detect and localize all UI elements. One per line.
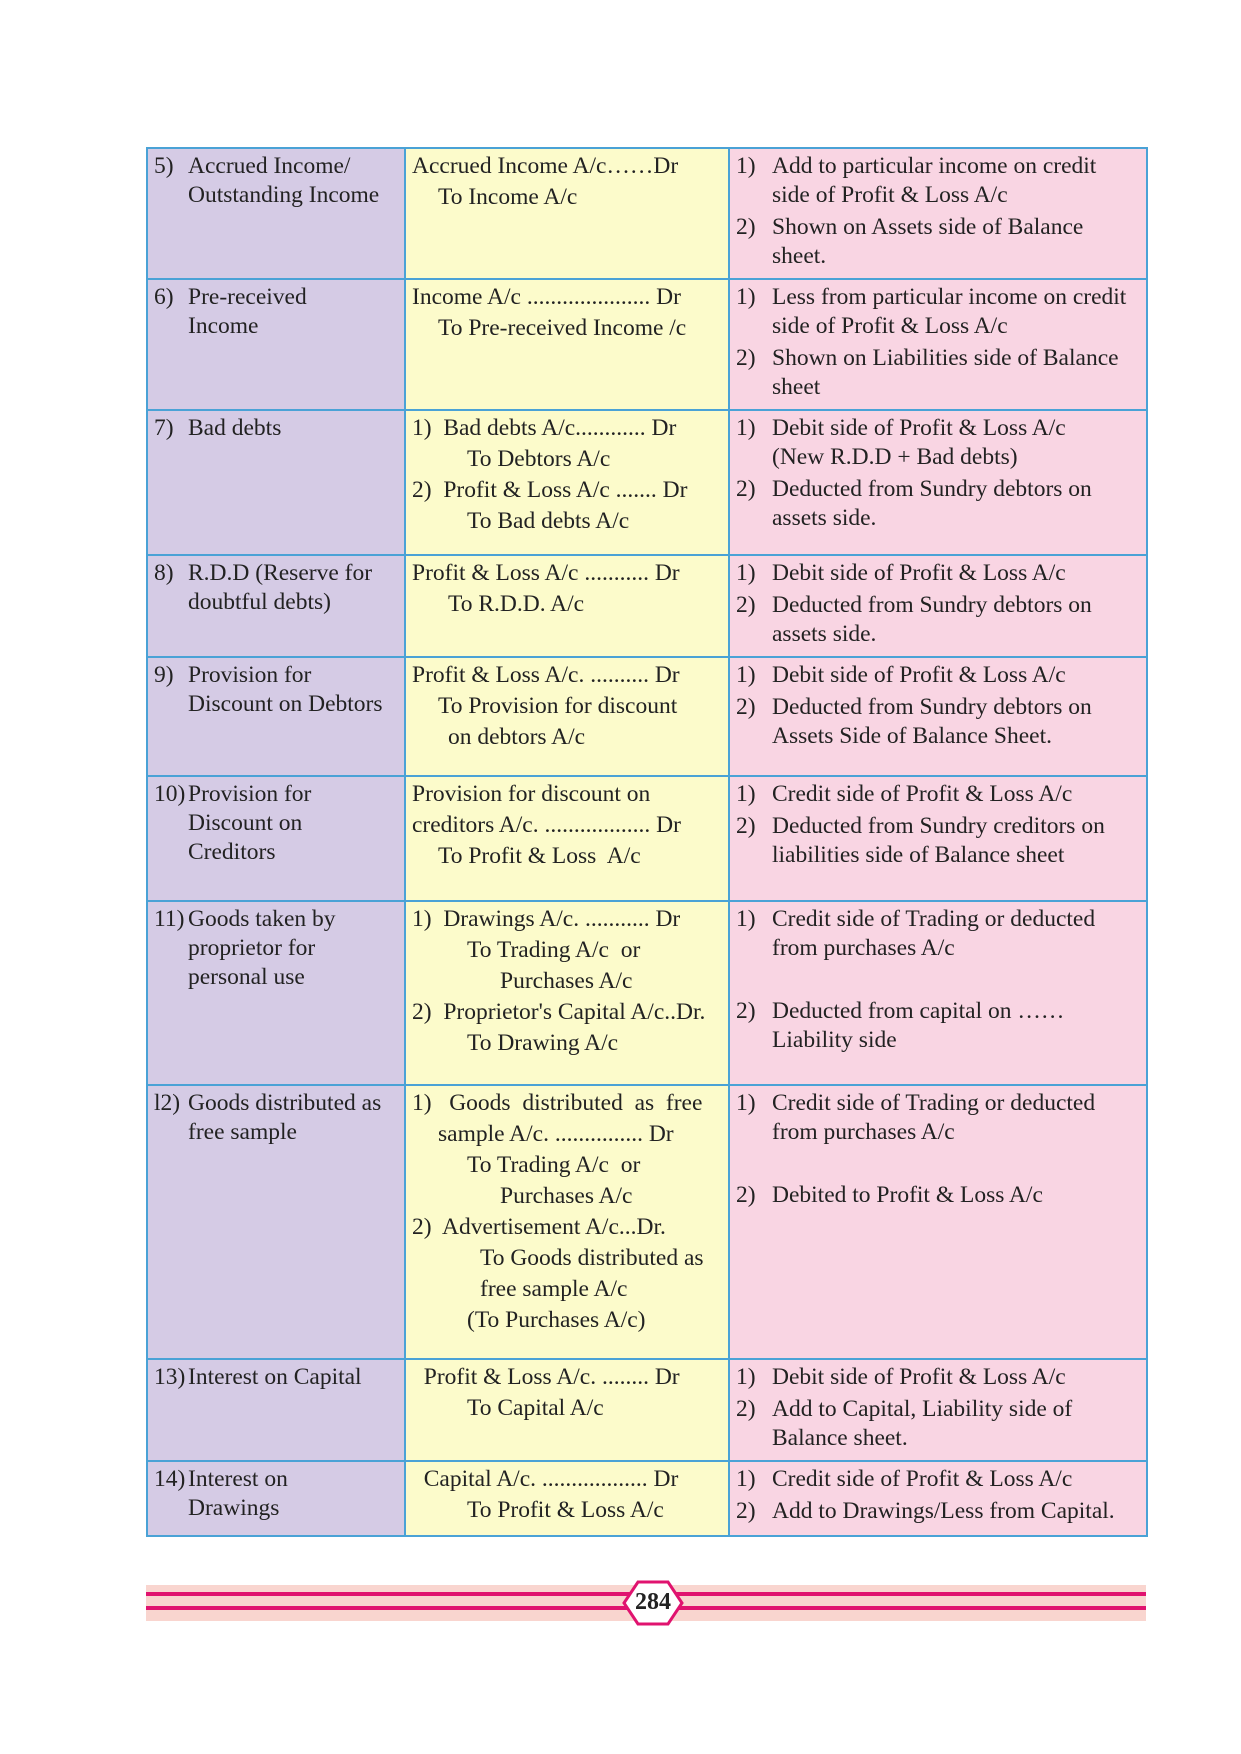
adjustment-item-cell [147,410,405,555]
treatment-number: 1) [736,662,756,688]
treatment-number: 2) [736,214,756,240]
treatment-number: 1) [736,1090,756,1116]
journal-entry-line: Profit & Loss A/c ........... Dr [412,560,680,586]
item-label: Interest on Capital [188,1364,362,1390]
journal-entry-line: To R.D.D. A/c [448,591,585,617]
journal-entry-cell [405,1085,729,1359]
treatment-text: Deducted from Sundry debtors on assets side. [772,476,1092,531]
journal-entry-line: To Trading A/c or [467,1152,641,1178]
treatment-item [736,1181,1140,1210]
treatment-item [736,559,1140,588]
treatment-item [736,693,1140,751]
item-label: Bad debts [188,415,282,441]
item-label: Interest on Drawings [188,1466,288,1521]
treatment-item [736,905,1140,963]
journal-entry-line: (To Purchases A/c) [467,1307,646,1333]
treatment-text: Deducted from capital on …… Liability side [772,998,1065,1053]
journal-entry-line: Provision for discount on [412,781,651,807]
journal-entry-line: 2) Profit & Loss A/c ....... Dr [412,477,688,503]
treatment-item [736,283,1140,341]
adjustment-item [154,1089,398,1147]
treatment-number: 2) [736,1396,756,1422]
adjustment-item [154,152,398,210]
treatment-text: Credit side of Profit & Loss A/c [772,1466,1073,1492]
item-number: 8) [154,560,174,586]
journal-entry-line: To Trading A/c or [467,937,641,963]
table-row [147,776,1147,901]
treatment-text: Debit side of Profit & Loss A/c [772,1364,1066,1390]
adjustment-item-cell [147,1461,405,1536]
treatment-number: 1) [736,1364,756,1390]
treatment-number: 1) [736,781,756,807]
treatment-item [736,1465,1140,1494]
treatment-cell [729,1461,1147,1536]
adjustment-item [154,559,398,617]
item-number: 10) [154,781,186,807]
journal-entry-cell [405,148,729,279]
adjustment-item-cell [147,1359,405,1461]
table-row [147,148,1147,279]
journal-entry-cell [405,1461,729,1536]
journal-entry-cell [405,555,729,657]
treatment-number: 1) [736,560,756,586]
treatment-number: 2) [736,694,756,720]
journal-entry-line: To Provision for discount [438,693,678,719]
journal-entry-line: To Profit & Loss A/c [438,843,641,869]
treatment-text: Deducted from Sundry debtors on Assets Side of Balance Sheet. [772,694,1092,749]
treatment-item [736,152,1140,210]
treatment-text: Shown on Assets side of Balance sheet. [772,214,1084,269]
treatment-item [736,344,1140,402]
journal-entry-line: 2) Advertisement A/c...Dr. [412,1214,666,1240]
treatment-number: 1) [736,284,756,310]
journal-entry-line: To Goods distributed as [480,1245,704,1271]
item-number: 5) [154,153,174,179]
treatment-cell [729,657,1147,776]
treatment-number: 2) [736,998,756,1024]
adjustment-item-cell [147,901,405,1085]
journal-entry-line: Profit & Loss A/c. .......... Dr [412,662,680,688]
journal-entry-line: 1) Bad debts A/c............ Dr [412,415,677,441]
treatment-item [736,1395,1140,1453]
treatment-item [736,661,1140,690]
treatment-item [736,591,1140,649]
treatment-text: Add to Capital, Liability side of Balance sheet. [772,1396,1073,1451]
adjustment-item-cell [147,1085,405,1359]
adjustment-item-cell [147,776,405,901]
treatment-cell [729,279,1147,410]
treatment-number: 2) [736,1182,756,1208]
item-label: Goods taken by proprietor for personal use [188,906,336,990]
journal-entry-line: To Debtors A/c [467,446,611,472]
treatment-text: Credit side of Trading or deducted from purchases A/c [772,906,1096,961]
journal-entry-line: Purchases A/c [500,1183,633,1209]
adjustment-item [154,661,398,719]
treatment-number: 2) [736,592,756,618]
treatment-text: Debited to Profit & Loss A/c [772,1182,1043,1208]
item-label: Provision for Discount on Creditors [188,781,312,865]
adjustment-item [154,283,398,341]
journal-entry-line: To Bad debts A/c [467,508,630,534]
item-number: 6) [154,284,174,310]
treatment-cell [729,1359,1147,1461]
journal-entry-line: Profit & Loss A/c. ........ Dr [412,1364,680,1390]
item-number: 13) [154,1364,186,1390]
treatment-number: 1) [736,1466,756,1492]
treatment-item [736,997,1140,1055]
item-label: Goods distributed as free sample [188,1090,382,1145]
journal-entry-cell [405,1359,729,1461]
treatment-number: 2) [736,476,756,502]
journal-entry-line: 2) Proprietor's Capital A/c..Dr. [412,999,706,1025]
treatment-item [736,1089,1140,1147]
treatment-item [736,213,1140,271]
item-number: 14) [154,1466,186,1492]
treatment-text: Add to Drawings/Less from Capital. [772,1498,1115,1524]
journal-entry-line: on debtors A/c [448,724,586,750]
journal-entry-cell [405,410,729,555]
treatment-text: Credit side of Trading or deducted from purchases A/c [772,1090,1096,1145]
table-row [147,1085,1147,1359]
adjustment-item-cell [147,657,405,776]
treatment-text: Deducted from Sundry debtors on assets side. [772,592,1092,647]
treatment-text: Less from particular income on credit side of Profit & Loss A/c [772,284,1127,339]
item-number: l2) [154,1090,181,1116]
treatment-item [736,812,1140,870]
journal-entry-line: creditors A/c. .................. Dr [412,812,681,838]
treatment-text: Credit side of Profit & Loss A/c [772,781,1073,807]
table-row [147,279,1147,410]
treatment-number: 1) [736,153,756,179]
table-row [147,1359,1147,1461]
treatment-text: Debit side of Profit & Loss A/c [772,560,1066,586]
item-number: 7) [154,415,174,441]
adjustment-item [154,780,398,867]
treatment-cell [729,148,1147,279]
table-row [147,1461,1147,1536]
journal-entry-cell [405,657,729,776]
treatment-text: Deducted from Sundry creditors on liabilities side of Balance sheet [772,813,1105,868]
adjustment-item-cell [147,279,405,410]
journal-entry-line: To Capital A/c [467,1395,604,1421]
item-label: Provision for Discount on Debtors [188,662,383,717]
journal-entry-line: To Drawing A/c [467,1030,619,1056]
table-row [147,410,1147,555]
treatment-number: 2) [736,345,756,371]
page-number: 284 [635,1589,671,1615]
item-label: R.D.D (Reserve for doubtful debts) [188,560,373,615]
journal-entry-line: Income A/c ..................... Dr [412,284,681,310]
journal-entry-cell [405,901,729,1085]
adjustment-item-cell [147,148,405,279]
treatment-text: Add to particular income on credit side of Profit & Loss A/c [772,153,1097,208]
treatment-cell [729,1085,1147,1359]
journal-entry-line: Capital A/c. .................. Dr [412,1466,679,1492]
treatment-cell [729,555,1147,657]
journal-entry-line: free sample A/c [480,1276,628,1302]
treatment-cell [729,776,1147,901]
treatment-text: Shown on Liabilities side of Balance sheet [772,345,1119,400]
journal-entry-line: Accrued Income A/c……Dr [412,153,679,179]
adjustment-item [154,905,398,992]
adjustment-item [154,1363,398,1392]
adjustment-item [154,1465,398,1523]
table-row [147,555,1147,657]
treatment-number: 1) [736,415,756,441]
treatment-item [736,475,1140,533]
treatment-item [736,1363,1140,1392]
treatment-cell [729,410,1147,555]
journal-entry-line: To Profit & Loss A/c [467,1497,664,1523]
journal-entry-line: 1) Drawings A/c. ........... Dr [412,906,681,932]
treatment-item [736,780,1140,809]
treatment-item [736,414,1140,472]
table-row [147,901,1147,1085]
adjustments-table-body [147,148,1147,1536]
journal-entry-line: Purchases A/c [500,968,633,994]
treatment-item [736,1497,1140,1526]
treatment-text: Debit side of Profit & Loss A/c [772,662,1066,688]
journal-entry-line: sample A/c. ............... Dr [438,1121,674,1147]
item-number: 11) [154,906,185,932]
table-row [147,657,1147,776]
treatment-number: 2) [736,1498,756,1524]
treatment-number: 1) [736,906,756,932]
journal-entry-line: To Pre-received Income /c [438,315,687,341]
item-label: Accrued Income/ Outstanding Income [188,153,380,208]
adjustment-item [154,414,398,443]
treatment-number: 2) [736,813,756,839]
treatment-cell [729,901,1147,1085]
adjustment-item-cell [147,555,405,657]
item-number: 9) [154,662,174,688]
journal-entry-cell [405,776,729,901]
journal-entry-cell [405,279,729,410]
item-label: Pre-received Income [188,284,307,339]
journal-entry-line: 1) Goods distributed as free [412,1090,703,1116]
adjustments-table [146,147,1148,1537]
treatment-text: Debit side of Profit & Loss A/c (New R.D.D + Bad debts) [772,415,1066,470]
journal-entry-line: To Income A/c [438,184,578,210]
